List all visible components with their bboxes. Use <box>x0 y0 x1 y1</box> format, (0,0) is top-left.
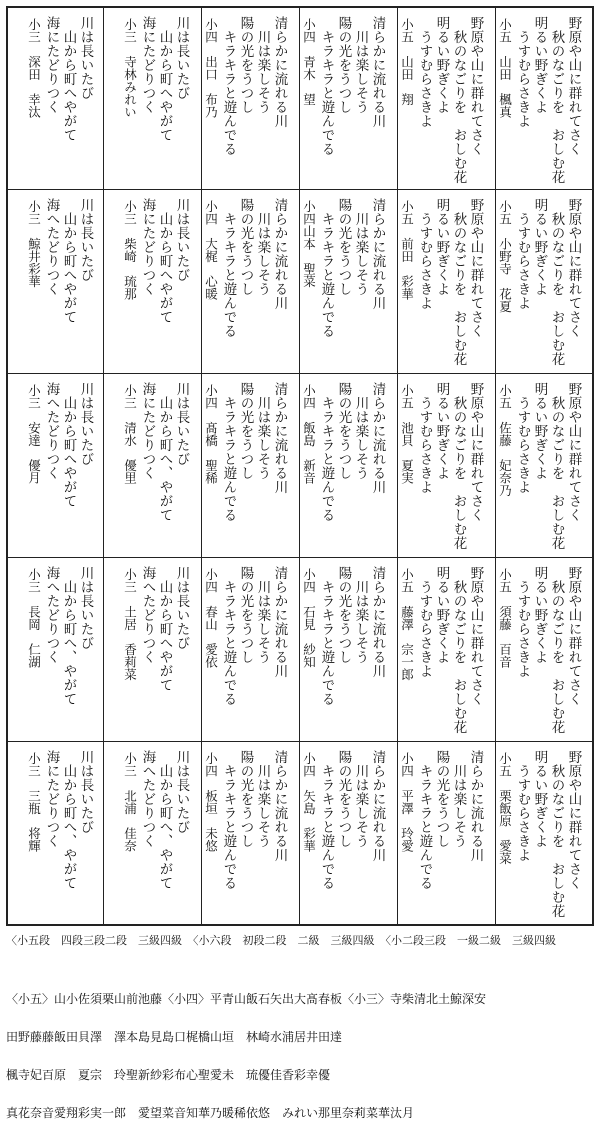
author-name: 小五 前田 彩華 <box>399 200 415 300</box>
poem-line: 秋のなごりを おしむ花 <box>450 580 467 734</box>
poem-line: 明るい野ぎくよ <box>433 382 450 480</box>
poem-line: 明るい野ぎくよ <box>433 198 450 296</box>
poem-line: うすむらさきよ <box>514 764 531 862</box>
poem-line: 秋のなごりを おしむ花 <box>450 396 467 550</box>
poem-line: 陽の光をうつし <box>335 750 352 848</box>
author-name: 小四 大梶 心暖 <box>203 200 219 300</box>
poem-line: 野原や山に群れてさく <box>467 198 484 338</box>
poem-line: うすむらさきよ <box>416 30 433 128</box>
poem-cell <box>398 374 496 558</box>
poem-line: 川は長いたび <box>173 382 190 466</box>
name-row-4: 真花奈音愛翔彩実一郎 愛望菜音知華乃暖稀依悠 みれい那里奈莉菜華汰月 <box>6 1106 415 1120</box>
author-name: 小五 池貝 夏実 <box>399 384 415 484</box>
poem-line: 山から町へやがて <box>60 212 77 324</box>
author-name: 小四 髙橋 聖稀 <box>203 384 219 484</box>
poem-line: 陽の光をうつし <box>237 382 254 480</box>
poem-line: 秋のなごりを おしむ花 <box>548 30 565 184</box>
author-name: 小三 深田 幸汰 <box>26 18 42 118</box>
poem-cell <box>398 6 496 190</box>
poem-line: 海にたどりつく <box>43 750 60 848</box>
poem-line: 清らかに流れる川 <box>369 566 386 678</box>
poem-line: うすむらさきよ <box>416 580 433 678</box>
poem-line: 山から町へ、やがて <box>60 764 77 890</box>
poem-cell <box>398 742 496 926</box>
poem-line: 川は楽しそう <box>352 212 369 296</box>
poem-line: キラキラと遊んでる <box>220 580 237 706</box>
poem-line: 海にたどりつく <box>43 16 60 114</box>
poem-line: 陽の光をうつし <box>237 16 254 114</box>
poem-line: 川は楽しそう <box>352 396 369 480</box>
poem-cell <box>300 558 398 742</box>
poem-line: 陽の光をうつし <box>237 750 254 848</box>
poem-line: 明るい野ぎくよ <box>531 382 548 480</box>
poem-line: 明るい野ぎくよ <box>433 16 450 114</box>
poem-line: 川は長いたび <box>77 16 94 100</box>
author-name: 小五 栗飯原 愛菜 <box>497 752 513 865</box>
poem-line: 陽の光をうつし <box>237 566 254 664</box>
poem-line: キラキラと遊んでる <box>318 764 335 890</box>
poem-line: 陽の光をうつし <box>237 198 254 296</box>
poem-line: うすむらさきよ <box>514 212 531 310</box>
poem-line: 野原や山に群れてさく <box>565 750 582 890</box>
poem-line: 陽の光をうつし <box>335 198 352 296</box>
poem-line: 清らかに流れる川 <box>271 750 288 862</box>
author-name: 小三 寺林みれい <box>122 18 138 118</box>
poem-cell <box>202 374 300 558</box>
poem-line: 川は長いたび <box>173 198 190 282</box>
poem-line: 海へたどりつく <box>43 382 60 480</box>
grade-line: 〈小五段 四段三段二段 三級四級 〈小六段 初段二段 二級 三級四級 〈小二段三段 一級二級 三級四級 <box>6 934 556 947</box>
poem-line: 明るい野ぎくよ <box>531 198 548 296</box>
poem-line: 川は長いたび <box>77 750 94 834</box>
poem-cell <box>496 742 594 926</box>
poem-cell <box>6 6 104 190</box>
poem-cell <box>300 374 398 558</box>
poem-line: 川は長いたび <box>173 566 190 650</box>
poem-line: キラキラと遊んでる <box>220 396 237 522</box>
poem-line: 秋のなごりを おしむ花 <box>548 580 565 734</box>
poem-cell <box>398 558 496 742</box>
poem-line: 秋のなごりを おしむ花 <box>450 30 467 184</box>
poem-cell <box>496 6 594 190</box>
poem-cell <box>300 742 398 926</box>
poem-cell <box>300 190 398 374</box>
poem-line: 野原や山に群れてさく <box>467 382 484 522</box>
author-name: 小三 鯨井彩華 <box>26 200 42 288</box>
poem-cell <box>104 558 202 742</box>
poem-line: 山から町へ、やがて <box>60 580 77 706</box>
author-name: 小五 小野寺 花夏 <box>497 200 513 313</box>
author-name: 小三 柴崎 琉那 <box>122 200 138 300</box>
poem-line: 陽の光をうつし <box>335 16 352 114</box>
poem-line: 海へたどりつく <box>43 566 60 664</box>
poem-cell <box>6 190 104 374</box>
poem-line: 野原や山に群れてさく <box>467 566 484 706</box>
poem-line: 川は楽しそう <box>254 212 271 296</box>
poem-line: 野原や山に群れてさく <box>565 16 582 156</box>
poem-line: 野原や山に群れてさく <box>565 382 582 522</box>
author-name: 小三 安達 優月 <box>26 384 42 484</box>
poem-line: 川は楽しそう <box>450 764 467 848</box>
poem-line: うすむらさきよ <box>514 580 531 678</box>
poem-cell <box>496 374 594 558</box>
author-name: 小四 春山 愛依 <box>203 568 219 668</box>
poem-cell <box>202 558 300 742</box>
poem-line: 明るい野ぎくよ <box>433 566 450 664</box>
poem-line: 川は楽しそう <box>254 580 271 664</box>
author-name: 小五 山田 楓真 <box>497 18 513 118</box>
poem-line: 清らかに流れる川 <box>271 198 288 310</box>
poem-cell <box>496 190 594 374</box>
poem-line: 山から町へ、やがて <box>156 764 173 890</box>
poem-line: 明るい野ぎくよ <box>531 566 548 664</box>
poem-line: 明るい野ぎくよ <box>531 16 548 114</box>
poem-cell <box>104 6 202 190</box>
poem-line: 海にたどりつく <box>139 198 156 296</box>
poem-line: 川は長いたび <box>173 750 190 834</box>
poem-line: 海にたどりつく <box>139 382 156 480</box>
poem-line: 山から町へやがて <box>60 396 77 508</box>
poem-cell <box>104 190 202 374</box>
poem-cell <box>202 190 300 374</box>
poem-line: 川は楽しそう <box>254 396 271 480</box>
poem-line: 海へたどりつく <box>139 750 156 848</box>
award-footer <box>6 932 594 1132</box>
poem-line: 山から町へやがて <box>60 30 77 142</box>
poem-cell <box>6 558 104 742</box>
author-name: 小三 北浦 佳奈 <box>122 752 138 852</box>
poem-cell <box>202 742 300 926</box>
poem-line: 野原や山に群れてさく <box>565 566 582 706</box>
author-name: 小四山本 聖菜 <box>301 200 317 288</box>
poem-line: 山から町へやがて <box>156 212 173 324</box>
author-name: 小四 青木 望 <box>301 18 317 106</box>
poem-line: キラキラと遊んでる <box>220 30 237 156</box>
author-name: 小五 藤澤 宗一郎 <box>399 568 415 681</box>
poem-line: キラキラと遊んでる <box>318 580 335 706</box>
poem-line: 山から町へ、やがて <box>156 396 173 522</box>
author-name: 小三 長岡 仁湖 <box>26 568 42 668</box>
poem-line: 海へたどりつく <box>43 198 60 296</box>
author-name: 小四 平澤 玲愛 <box>399 752 415 852</box>
poem-line: うすむらさきよ <box>514 396 531 494</box>
author-name: 小三 清水 優里 <box>122 384 138 484</box>
poem-line: 海へたどりつく <box>139 566 156 664</box>
poem-line: 陽の光をうつし <box>335 566 352 664</box>
poem-line: 川は楽しそう <box>254 764 271 848</box>
poem-line: 川は楽しそう <box>352 764 369 848</box>
poem-cell <box>398 190 496 374</box>
poem-cell <box>6 374 104 558</box>
poem-line: 秋のなごりを おしむ花 <box>548 212 565 366</box>
poem-line: 川は長いたび <box>77 382 94 466</box>
poem-cell <box>300 6 398 190</box>
poem-line: うすむらさきよ <box>416 396 433 494</box>
name-row-1: 〈小五〉山小佐須栗山前池藤〈小四〉平青山飯石矢出大髙春板〈小三〉寺柴清北土鯨深安 <box>6 992 487 1006</box>
poem-line: 陽の光をうつし <box>433 750 450 848</box>
author-name: 小三 三瓶 将輝 <box>26 752 42 852</box>
author-name: 小四 飯島 新音 <box>301 384 317 484</box>
poem-line: 清らかに流れる川 <box>369 198 386 310</box>
poem-line: 川は長いたび <box>77 566 94 650</box>
poem-line: うすむらさきよ <box>416 212 433 310</box>
poem-line: 秋のなごりを おしむ花 <box>450 212 467 366</box>
author-name: 小三 土居 香莉菜 <box>122 568 138 681</box>
name-row-2: 田野藤藤飯田貝澤 澤本島見島口梶橋山垣 林崎水浦居井田達 <box>6 1030 343 1044</box>
author-name: 小四 出口 布乃 <box>203 18 219 118</box>
poem-line: 野原や山に群れてさく <box>467 16 484 156</box>
poem-line: 清らかに流れる川 <box>271 566 288 678</box>
grade-row <box>6 932 594 970</box>
author-name: 小四 石見 紗知 <box>301 568 317 668</box>
poem-line: 野原や山に群れてさく <box>565 198 582 338</box>
poem-line: 清らかに流れる川 <box>271 16 288 128</box>
poem-cell <box>202 6 300 190</box>
poem-line: 清らかに流れる川 <box>369 750 386 862</box>
author-name: 小四 板垣 未悠 <box>203 752 219 852</box>
poem-line: キラキラと遊んでる <box>416 764 433 890</box>
poem-line: 清らかに流れる川 <box>271 382 288 494</box>
poem-cell <box>104 374 202 558</box>
poem-cell <box>104 742 202 926</box>
poem-line: 明るい野ぎくよ <box>531 750 548 848</box>
poem-line: うすむらさきよ <box>514 30 531 128</box>
poem-line: 陽の光をうつし <box>335 382 352 480</box>
poem-line: 秋のなごりを おしむ花 <box>548 764 565 918</box>
poem-cell <box>6 742 104 926</box>
poem-line: キラキラと遊んでる <box>220 212 237 338</box>
poem-line: 川は長いたび <box>173 16 190 100</box>
poem-line: 川は楽しそう <box>352 580 369 664</box>
author-name: 小四 矢島 彩華 <box>301 752 317 852</box>
poem-line: キラキラと遊んでる <box>318 396 335 522</box>
poem-line: 海にたどりつく <box>139 16 156 114</box>
author-name: 小五 山田 翔 <box>399 18 415 106</box>
poem-line: 清らかに流れる川 <box>467 750 484 862</box>
poem-line: 秋のなごりを おしむ花 <box>548 396 565 550</box>
poem-line: 清らかに流れる川 <box>369 382 386 494</box>
poem-line: 川は長いたび <box>77 198 94 282</box>
poem-cell <box>496 558 594 742</box>
poem-line: キラキラと遊んでる <box>318 212 335 338</box>
poem-line: キラキラと遊んでる <box>318 30 335 156</box>
poem-line: キラキラと遊んでる <box>220 764 237 890</box>
poem-line: 清らかに流れる川 <box>369 16 386 128</box>
poem-line: 川は楽しそう <box>254 30 271 114</box>
author-name: 小五 須藤 百音 <box>497 568 513 668</box>
poem-line: 山から町へやがて <box>156 580 173 692</box>
poem-line: 山から町へやがて <box>156 30 173 142</box>
poem-line: 川は楽しそう <box>352 30 369 114</box>
author-name: 小五 佐藤 妃奈乃 <box>497 384 513 497</box>
name-row-3: 楓寺妃百原 夏宗 玲聖新紗彩布心聖愛未 琉優佳香彩幸優 <box>6 1068 331 1082</box>
poem-grid <box>6 6 594 926</box>
